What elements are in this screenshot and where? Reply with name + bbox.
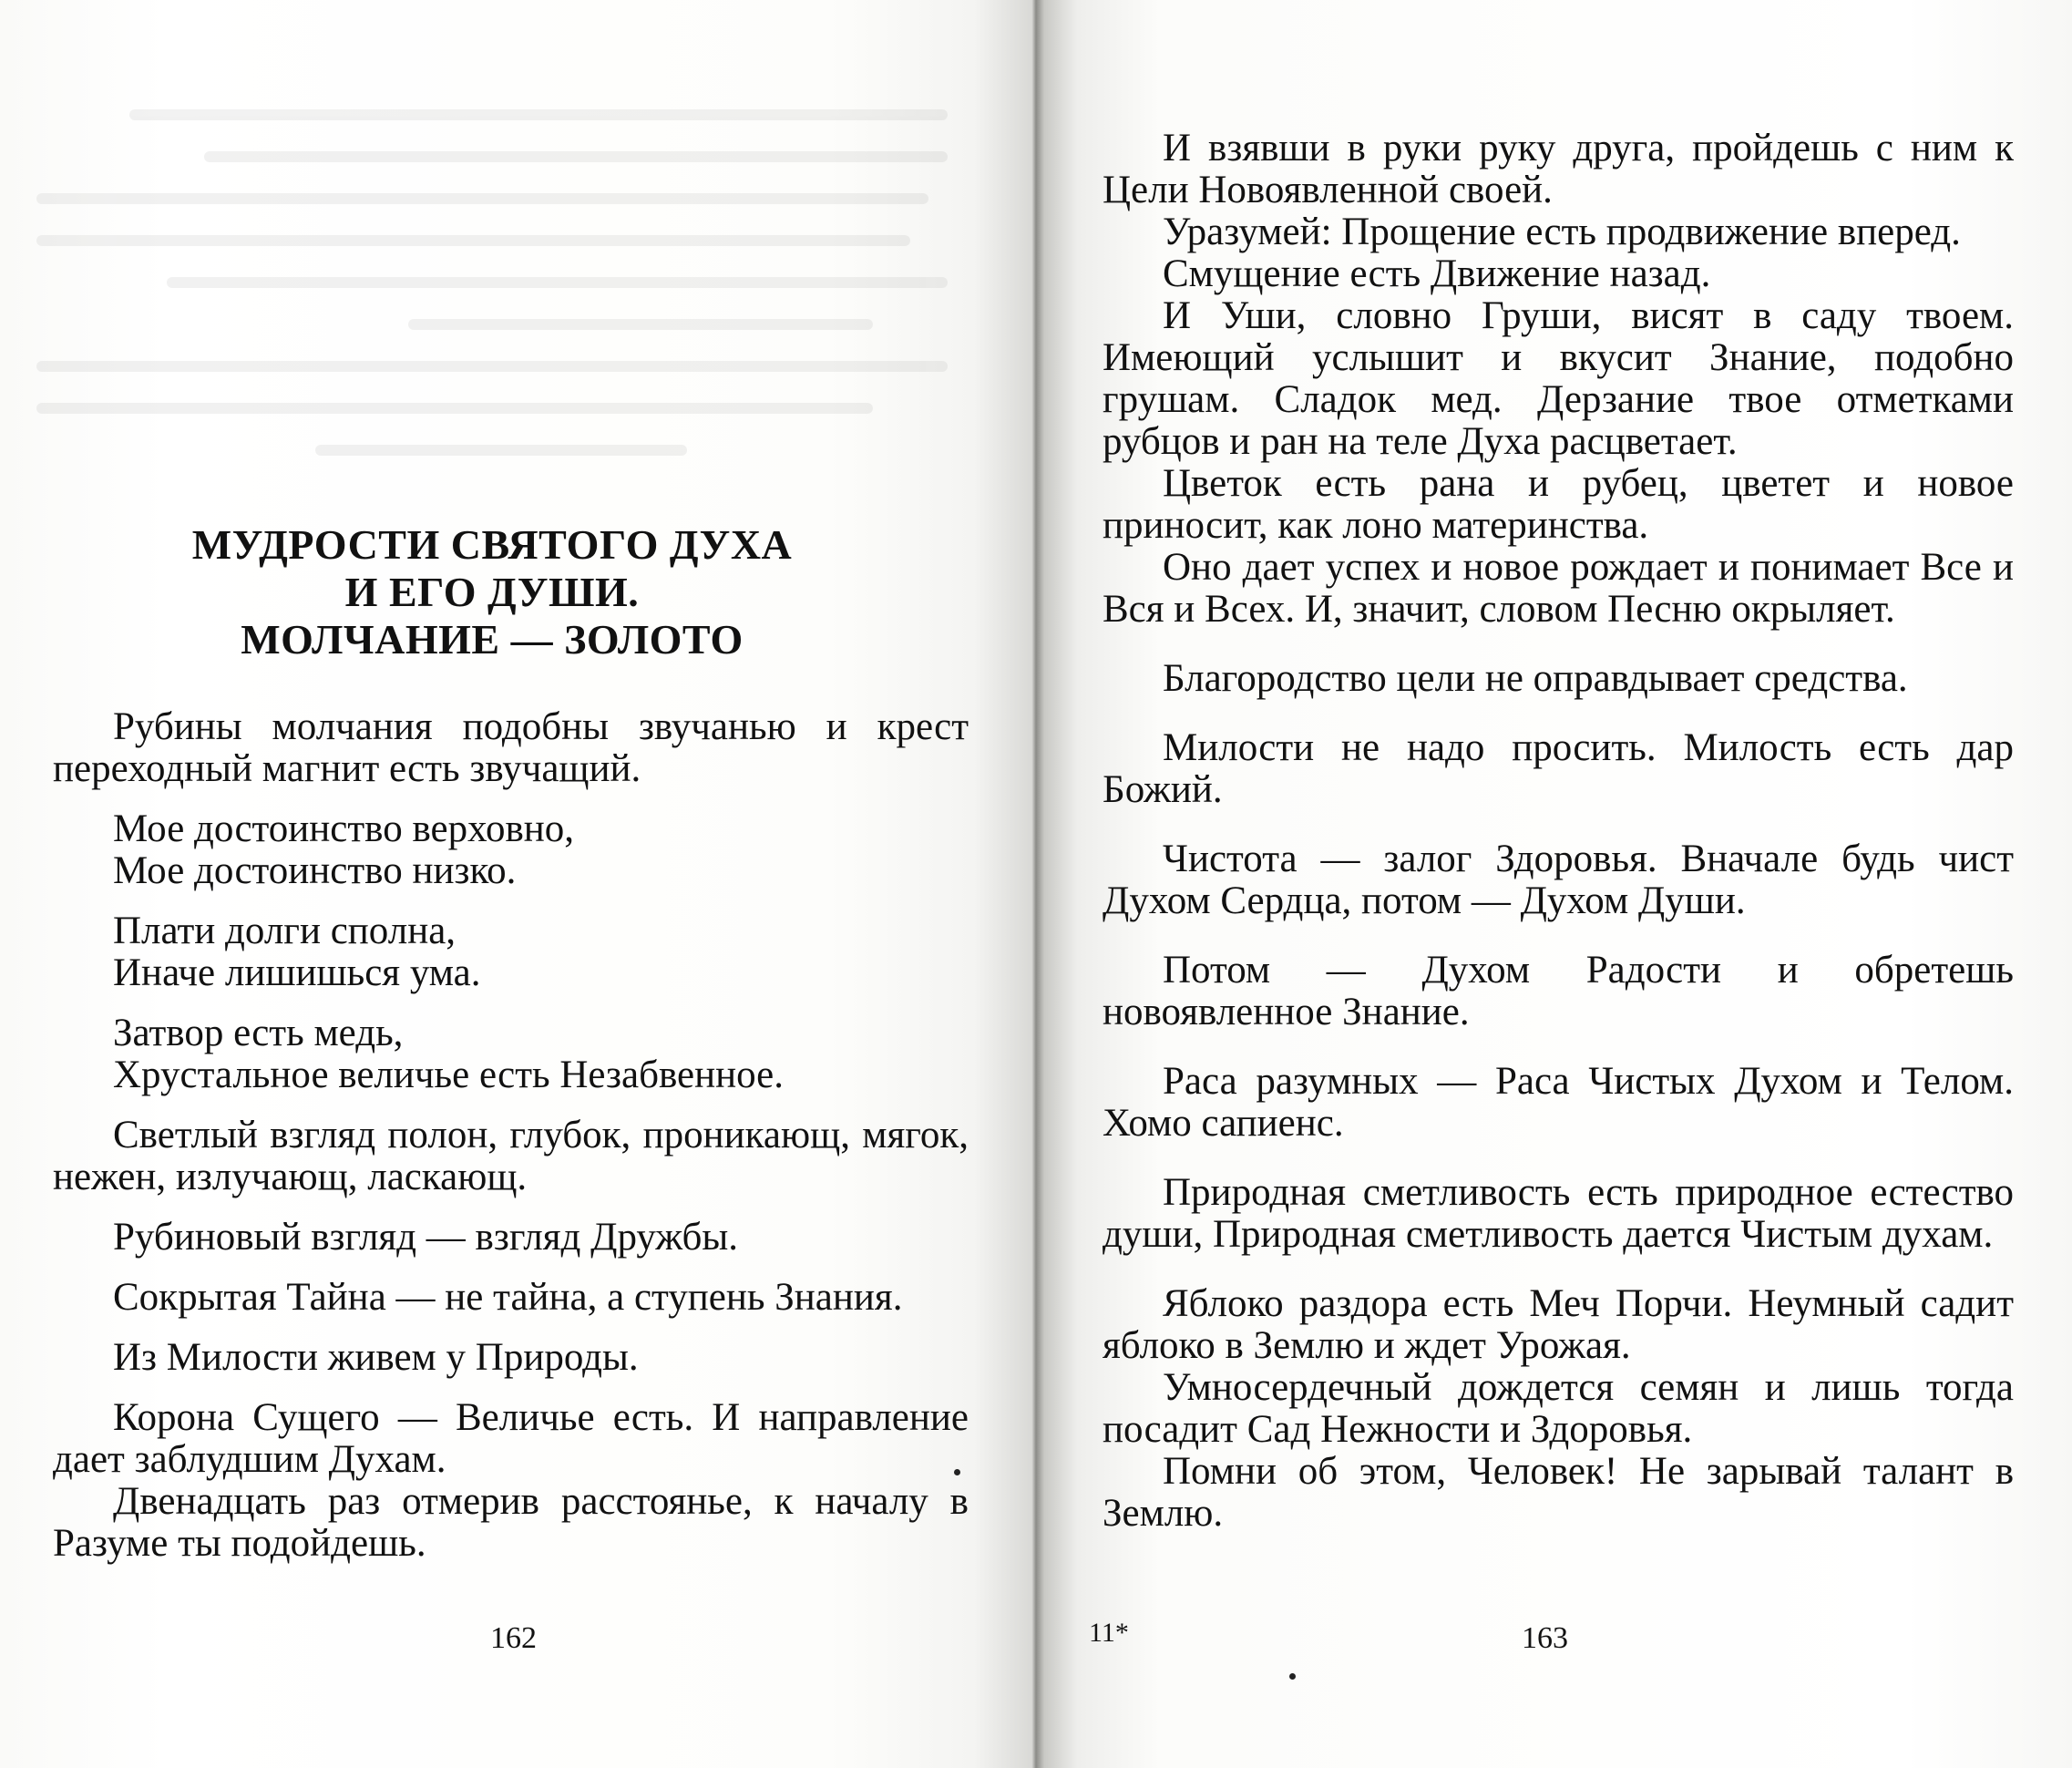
show-through-text — [36, 109, 966, 492]
heading-line-1: МУДРОСТИ СВЯТОГО ДУХА — [191, 521, 793, 568]
right-page — [1039, 0, 2072, 1768]
paragraph: Рубины молчания подобны звучанью и крест переходный магнит есть звучащий. — [53, 705, 969, 790]
paragraph: Оно дает успех и новое рождает и понимает Все и Вся и Всех. И, значит, словом Песню окрыляет. — [1103, 546, 2014, 631]
paragraph: Чистота — залог Здоровья. Вначале будь чист Духом Сердца, потом — Духом Души. — [1103, 838, 2014, 922]
heading-line-2: И ЕГО ДУШИ. — [344, 569, 640, 615]
speck — [954, 1469, 960, 1475]
verse — [53, 910, 969, 994]
paragraph: И Уши, словно Груши, висят в саду твоем. Имеющий услышит и вкусит Знание, подобно грушам. Сладок мед. Дерзание твое отметками рубцов и ран на теле Духа расцветает. — [1103, 294, 2014, 463]
paragraph: Благородство цели не оправдывает средства. — [1163, 657, 1908, 700]
paragraph: И взявши в руки руку друга, пройдешь с ним к Цели Новоявленной своей. — [1103, 127, 2014, 211]
signature-mark: 11* — [1089, 1618, 1129, 1648]
verse-line: Плати долги сполна, — [113, 910, 456, 952]
paragraph: Из Милости живем у Природы. — [113, 1336, 639, 1379]
paragraph: Двенадцать раз отмерив расстоянье, к началу в Разуме ты подойдешь. — [53, 1480, 969, 1565]
paragraph: Светлый взгляд полон, глубок, проникающ, мягок, нежен, излучающ, ласкающ. — [53, 1114, 969, 1198]
paragraph: Потом — Духом Радости и обретешь новоявленное Знание. — [1103, 949, 2014, 1033]
paragraph: Цветок есть рана и рубец, цветет и новое приносит, как лоно материнства. — [1103, 462, 2014, 547]
paragraph: Яблоко раздора есть Меч Порчи. Неумный садит яблоко в Землю и ждет Урожая. — [1103, 1282, 2014, 1367]
verse-line: Мое достоинство верховно, — [113, 807, 575, 850]
chapter-heading — [118, 521, 866, 663]
speck — [1289, 1673, 1296, 1680]
right-text-column — [1103, 128, 2014, 1535]
paragraph: Корона Сущего — Величье есть. И направление дает заблудшим Духам. — [53, 1396, 969, 1481]
page-number: 163 — [1522, 1621, 1568, 1655]
paragraph: Рубиновый взгляд — взгляд Дружбы. — [113, 1216, 739, 1259]
paragraph: Умносердечный дождется семян и лишь тогда посадит Сад Нежности и Здоровья. — [1103, 1366, 2014, 1451]
paragraph: Сокрытая Тайна — не тайна, а ступень Знания. — [113, 1276, 903, 1319]
paragraph: Уразумей: Прощение есть продвижение вперед. — [1163, 211, 1961, 253]
heading-line-3: МОЛЧАНИЕ — ЗОЛОТО — [241, 616, 744, 663]
verse-line: Иначе лишишься ума. — [113, 951, 481, 994]
page-number: 162 — [490, 1621, 537, 1655]
paragraph: Милости не надо просить. Милость есть дар Божий. — [1103, 726, 2014, 811]
left-text-column — [53, 706, 969, 1565]
verse-line: Затвор есть медь, — [113, 1012, 404, 1054]
paragraph: Помни об этом, Человек! Не зарывай талант в Землю. — [1103, 1450, 2014, 1535]
paragraph: Раса разумных — Раса Чистых Духом и Телом. Хомо сапиенс. — [1103, 1060, 2014, 1145]
verse-line: Мое достоинство низко. — [113, 849, 517, 892]
paragraph: Смущение есть Движение назад. — [1163, 252, 1711, 295]
verse — [53, 808, 969, 892]
left-page — [0, 0, 1002, 1768]
verse — [53, 1012, 969, 1096]
verse-line: Хрустальное величье есть Незабвенное. — [113, 1054, 784, 1096]
paragraph: Природная сметливость есть природное естество души, Природная сметливость дается Чистым духам. — [1103, 1171, 2014, 1256]
